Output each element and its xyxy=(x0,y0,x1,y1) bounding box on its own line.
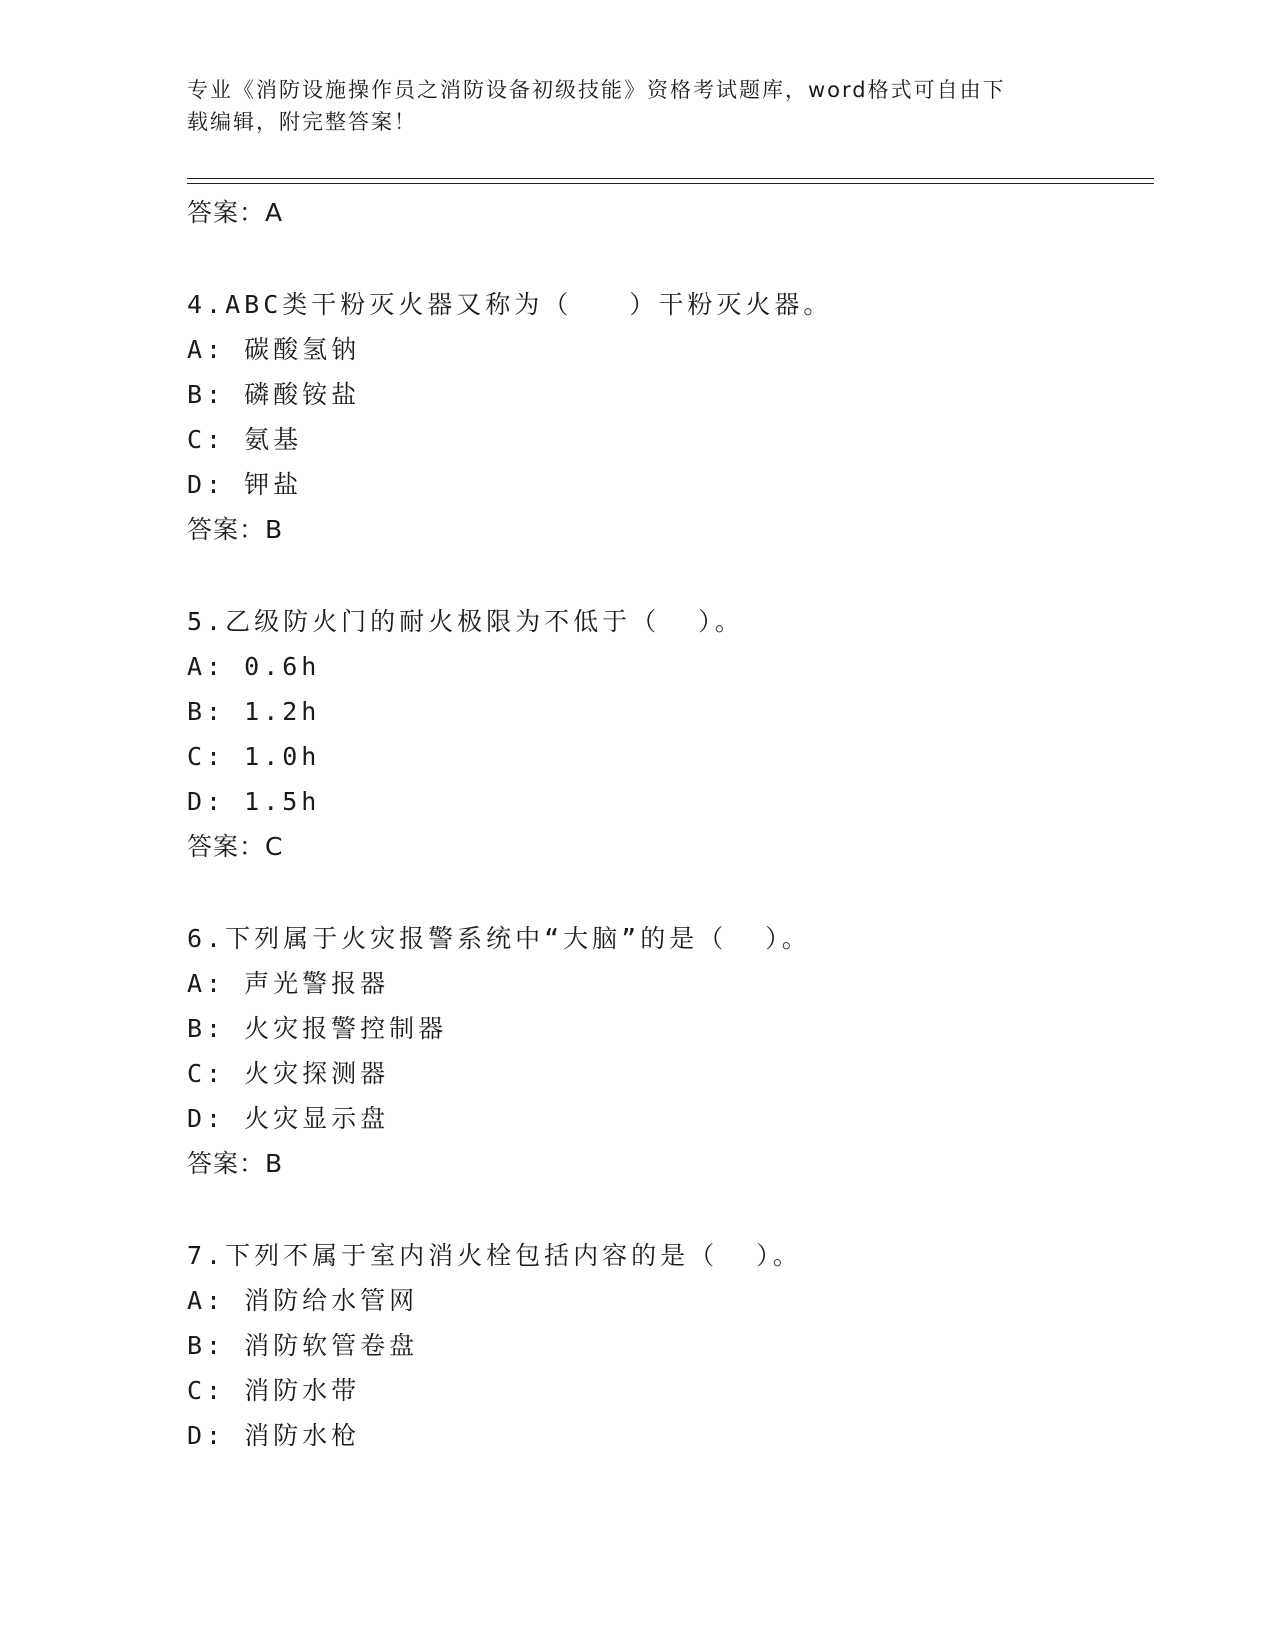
question-text: 5.乙级防火门的耐火极限为不低于（ ）。 xyxy=(187,607,744,636)
option-d: D: 火灾显示盘 xyxy=(187,1104,390,1133)
option-b: B: 消防软管卷盘 xyxy=(187,1331,419,1360)
question-7 xyxy=(187,1233,1147,1458)
header-rule-bottom xyxy=(187,183,1154,184)
option-a: A: 声光警报器 xyxy=(187,969,390,998)
option-b: B: 磷酸铵盐 xyxy=(187,380,361,409)
answer-previous: 答案：A xyxy=(187,198,284,227)
answer: 答案：C xyxy=(187,832,284,861)
header-line-1: 专业《消防设施操作员之消防设备初级技能》资格考试题库，word格式可自由下 xyxy=(187,78,1006,102)
option-a: A: 0.6h xyxy=(187,652,321,681)
question-list xyxy=(187,190,1147,1458)
header-line-2: 载编辑，附完整答案！ xyxy=(187,110,417,134)
option-d: D: 1.5h xyxy=(187,787,321,816)
document-header xyxy=(187,74,1067,138)
answer: 答案：B xyxy=(187,1149,284,1178)
question-5 xyxy=(187,599,1147,869)
question-6 xyxy=(187,916,1147,1186)
option-d: D: 钾盐 xyxy=(187,470,303,499)
option-a: A: 碳酸氢钠 xyxy=(187,335,361,364)
question-text: 4.ABC类干粉灭火器又称为（ ）干粉灭火器。 xyxy=(187,290,833,319)
question-text: 6.下列属于火灾报警系统中“大脑”的是（ ）。 xyxy=(187,924,811,953)
option-c: C: 氨基 xyxy=(187,425,303,454)
option-c: C: 火灾探测器 xyxy=(187,1059,390,1088)
option-a: A: 消防给水管网 xyxy=(187,1286,419,1315)
option-c: C: 消防水带 xyxy=(187,1376,361,1405)
option-b: B: 1.2h xyxy=(187,697,321,726)
question-4 xyxy=(187,282,1147,552)
question-text: 7.下列不属于室内消火栓包括内容的是（ ）。 xyxy=(187,1241,802,1270)
option-d: D: 消防水枪 xyxy=(187,1421,361,1450)
option-b: B: 火灾报警控制器 xyxy=(187,1014,448,1043)
option-c: C: 1.0h xyxy=(187,742,321,771)
answer: 答案：B xyxy=(187,515,284,544)
header-rule-top xyxy=(187,178,1154,179)
